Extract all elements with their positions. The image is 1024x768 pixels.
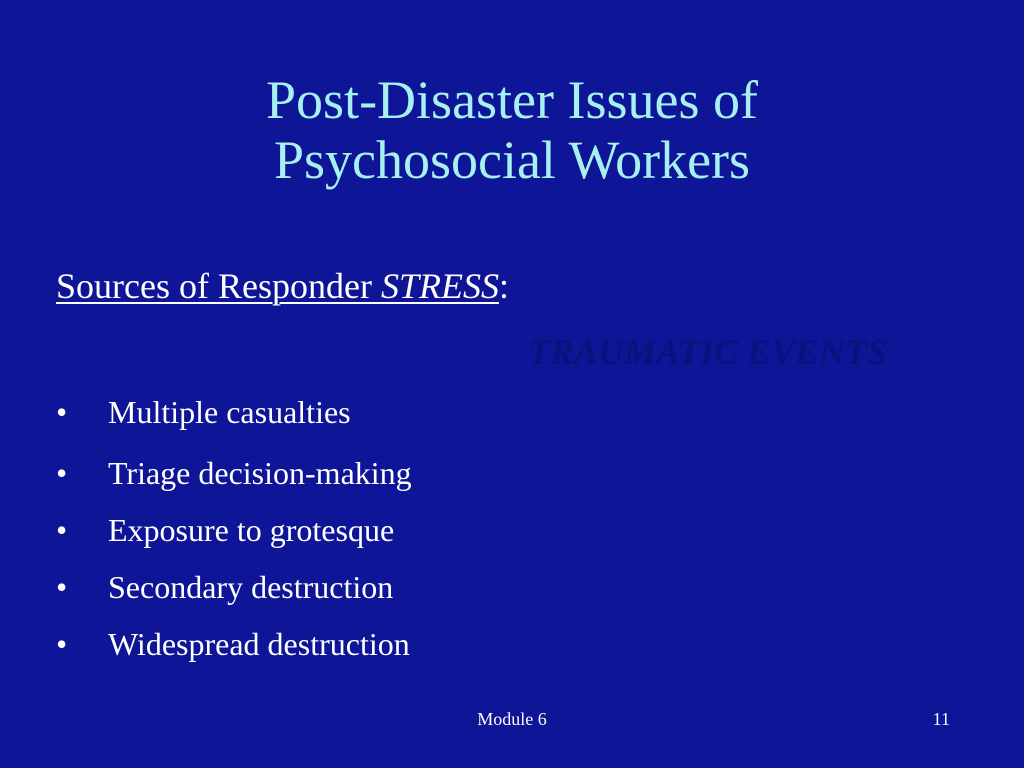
bullet-dot: • bbox=[56, 569, 68, 605]
bullet-text: Secondary destruction bbox=[108, 569, 394, 605]
section-heading-emphasis: STRESS bbox=[380, 266, 499, 306]
bullet-dot: • bbox=[56, 394, 68, 430]
bullet-item bbox=[56, 624, 410, 664]
section-heading-prefix: Sources of Responder bbox=[56, 266, 381, 306]
bullet-text: Triage decision-making bbox=[108, 455, 412, 491]
bullet-text: Multiple casualties bbox=[108, 394, 351, 430]
section-heading-suffix: : bbox=[498, 266, 509, 306]
bullet-item bbox=[56, 453, 412, 493]
bullet-dot: • bbox=[56, 512, 68, 548]
bullet-item bbox=[56, 510, 394, 550]
bullet-dot: • bbox=[56, 626, 68, 662]
bullet-item bbox=[56, 392, 351, 432]
footer-page-number: 11 bbox=[932, 709, 950, 729]
bullet-dot: • bbox=[56, 455, 68, 491]
slide-title-line-1: Post-Disaster Issues of bbox=[266, 70, 758, 130]
footer-module-label: Module 6 bbox=[477, 709, 547, 729]
slide-title-line-2: Psychosocial Workers bbox=[273, 130, 751, 190]
bullet-text: Widespread destruction bbox=[108, 626, 410, 662]
bullet-item bbox=[56, 567, 393, 607]
bullet-text: Exposure to grotesque bbox=[108, 512, 395, 548]
faint-heading-traumatic-events: TRAUMATIC EVENTS bbox=[528, 332, 888, 372]
